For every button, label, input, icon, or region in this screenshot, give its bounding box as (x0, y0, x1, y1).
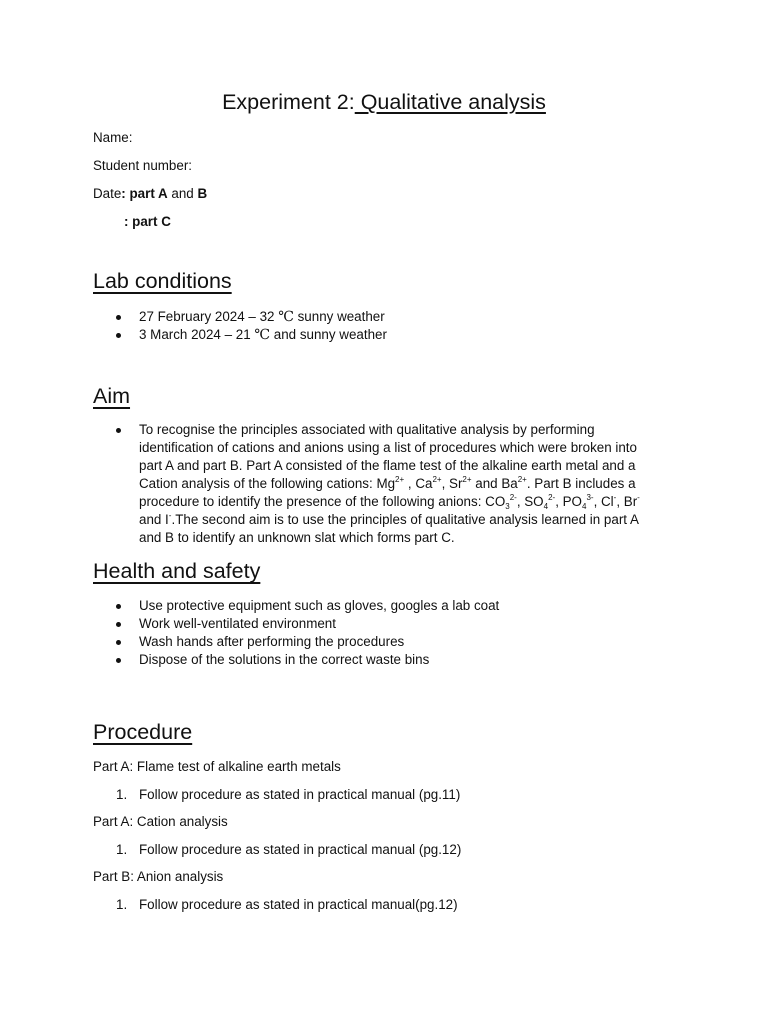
list-item: 3 March 2024 – 21 ℃ and sunny weather (139, 327, 387, 343)
health-safety-list (139, 597, 499, 669)
procedure-heading: Procedure (93, 720, 193, 744)
iodide-line: and I-.The second aim is to use the principles of qualitative analysis learned in part A (139, 511, 639, 527)
list-item: Use protective equipment such as gloves, googles a lab coat (139, 598, 500, 613)
aim-paragraph: To recognise the principles associated with qualitative analysis by performing identification of cations and anions using a list of procedures which were broken into part A and part B. Part A consisted of the flame test of the alkaline earth metal and a Cation analysis of the following cations: $Mg^{2+}$ , $Ca^{2+}$, $Sr^{2+}$ and $Ba^{2+}$. Part B includes a procedure to identify the presence of the following anions: $CO_3^{2-}$, $SO_4^{2-}$, $PO_4^{3-}$, Cl-, Br- and I-.The second aim is to use the principles of qualitative analysis learned in part A and B to identify an unknown slat which forms part C. (139, 421, 699, 547)
step-number: 1. (116, 897, 128, 912)
list-item: Dispose of the solutions in the correct waste bins (139, 651, 499, 669)
name-field: Name: (93, 130, 133, 145)
procedure-step: Follow procedure as stated in practical manual(pg.12) (139, 897, 458, 912)
anion-line: procedure to identify the presence of the following anions: $CO_3^{2-}$, $SO_4^{2-}$, $PO_4^{3-}$, Cl-, Br- (139, 493, 640, 511)
list-item: 27 February 2024 – 32 ℃ sunny weather (139, 308, 387, 326)
procedure-part-label: Part A: Flame test of alkaline earth metals (93, 759, 341, 774)
lab-conditions-list (139, 308, 387, 344)
bullet (116, 428, 121, 433)
title-prefix: Experiment 2: (222, 90, 355, 114)
list-item: Wash hands after performing the procedures (139, 633, 499, 651)
step-number: 1. (116, 787, 128, 802)
student-number-field: Student number: (93, 158, 193, 173)
procedure-step: Follow procedure as stated in practical manual (pg.12) (139, 842, 462, 857)
step-number: 1. (116, 842, 128, 857)
lab-conditions-heading: Lab conditions (93, 269, 232, 293)
aim-heading: Aim (93, 384, 131, 408)
date-field: Date: part A and B (93, 186, 208, 201)
title-underlined: Qualitative analysis (354, 90, 546, 114)
procedure-step: Follow procedure as stated in practical manual (pg.11) (139, 787, 461, 802)
document-title (0, 90, 768, 115)
list-item: Work well-ventilated environment (139, 615, 499, 633)
date-part-c: : part C (124, 214, 171, 229)
procedure-part-label: Part A: Cation analysis (93, 814, 228, 829)
procedure-part-label: Part B: Anion analysis (93, 869, 224, 884)
cation-line: Cation analysis of the following cations: $Mg^{2+}$ , $Ca^{2+}$, $Sr^{2+}$ and $Ba^{2+}$. Part B includes a (139, 475, 636, 491)
health-safety-heading: Health and safety (93, 559, 261, 583)
